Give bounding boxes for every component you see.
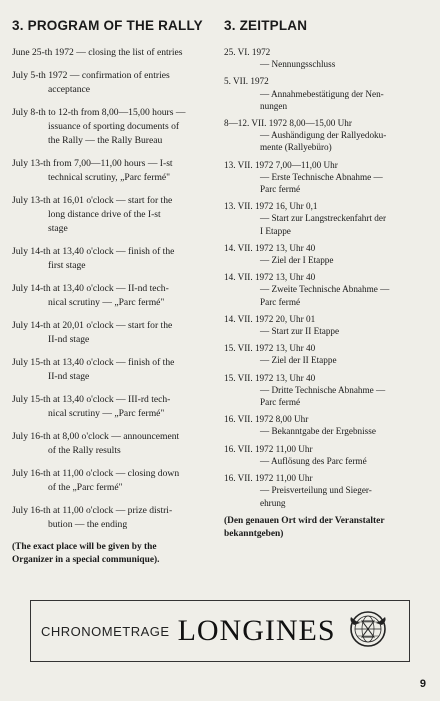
german-heading: 3. ZEITPLAN [224,18,308,33]
german-schedule-entry [224,117,430,154]
english-schedule-entry [12,194,214,236]
english-entry-line: nical scrutiny — „Parc fermé" [48,297,165,308]
english-entry-line: July 13-th at 16,01 o'clock — start for the [12,195,173,206]
english-schedule-entry [12,69,214,97]
german-note-line-1: (Den genauen Ort wird der Veranstalter [224,515,385,526]
english-schedule-entry [12,245,214,273]
winged-hourglass-globe-icon [348,609,388,654]
german-entry-text: Parc fermé [260,296,301,307]
german-entry-text: — Start zur II Etappe [260,326,340,337]
english-entry-line: July 5-th 1972 — confirmation of entries [12,70,170,81]
german-entry-text: — Dritte Technische Abnahme — [260,384,386,395]
longines-advert [30,600,410,662]
german-entry-text: — Annahmebestätigung der Nen- [260,88,384,99]
german-schedule-entry [224,159,430,196]
english-schedule-entry [12,282,214,310]
chronometrage-label: CHRONOMETRAGE [41,623,170,639]
german-entry-text: nungen [260,100,288,111]
german-entry-text: — Ziel der I Etappe [260,255,334,266]
english-entry-list [12,46,214,532]
german-entry-text: — Erste Technische Abnahme — [260,171,383,182]
german-entry-date: 14. VII. 1972 20, Uhr 01 [224,313,316,324]
german-entry-date: 14. VII. 1972 13, Uhr 40 [224,272,316,283]
english-note-line-1: (The exact place will be given by the [12,542,157,552]
english-program-column [12,18,214,567]
english-schedule-entry [12,46,214,60]
english-entry-line: stage [48,223,68,234]
english-schedule-entry [12,356,214,384]
german-schedule-entry [224,271,430,308]
german-entry-list [224,46,430,509]
german-entry-date: 16. VII. 1972 11,00 Uhr [224,443,313,454]
german-entry-text: — Preisverteilung und Sieger- [260,485,372,496]
german-entry-date: 15. VII. 1972 13, Uhr 40 [224,372,316,383]
german-schedule-entry [224,242,430,266]
german-entry-text: mente (Rallyebüro) [260,142,332,153]
english-entry-line: July 16-th at 11,00 o'clock — prize distri- [12,505,173,516]
german-entry-date: 16. VII. 1972 8,00 Uhr [224,414,309,425]
english-schedule-entry [12,504,214,532]
english-entry-line: nical scrutiny — „Parc fermé" [48,408,165,419]
german-schedule-entry [224,46,430,70]
german-entry-text: — Aushändigung der Rallyedoku- [260,130,387,141]
german-entry-text: ehrung [260,497,286,508]
german-schedule-entry [224,372,430,409]
english-entry-line: technical scrutiny, „Parc fermé" [48,172,171,183]
english-schedule-entry [12,157,214,185]
german-entry-text: Parc fermé [260,397,301,408]
page-number: 9 [419,678,426,690]
german-entry-text: — Start zur Langstreckenfahrt der [260,213,387,224]
english-entry-line: July 15-th at 13,40 o'clock — finish of the [12,357,175,368]
english-note-line-2: Organizer in a special communique). [12,555,160,565]
english-entry-line: July 16-th at 8,00 o'clock — announcement [12,431,180,442]
german-schedule-entry [224,200,430,237]
german-entry-text: Parc fermé [260,184,301,195]
english-entry-line: July 16-th at 11,00 o'clock — closing down [12,468,180,479]
english-schedule-entry [12,106,214,148]
german-zeitplan-column [224,18,430,541]
german-schedule-entry [224,443,430,467]
english-schedule-entry [12,319,214,347]
english-schedule-entry [12,430,214,458]
english-entry-line: the Rally — the Rally Bureau [48,135,163,146]
english-entry-line: June 25-th 1972 — closing the list of entries [12,47,183,58]
english-entry-line: first stage [48,260,86,271]
german-entry-text: I Etappe [260,225,291,236]
german-schedule-entry [224,75,430,112]
german-entry-date: 5. VII. 1972 [224,76,269,87]
german-entry-text: — Auflösung des Parc fermé [260,455,367,466]
english-entry-line: bution — the ending [48,519,128,530]
german-entry-date: 15. VII. 1972 13, Uhr 40 [224,343,316,354]
english-entry-line: July 15-th at 13,40 o'clock — III-rd tech- [12,394,171,405]
german-schedule-entry [224,313,430,337]
german-entry-text: — Nennungsschluss [260,59,336,70]
german-entry-text: — Ziel der II Etappe [260,355,337,366]
english-entry-line: July 13-th from 7,00—11,00 hours — I-st [12,158,173,169]
german-schedule-entry [224,472,430,509]
longines-wordmark: LONGINES [177,614,336,647]
english-note [12,541,214,567]
english-entry-line: July 14-th at 13,40 o'clock — II-nd tech- [12,283,169,294]
english-heading: 3. PROGRAM OF THE RALLY [12,18,203,33]
german-entry-date: 14. VII. 1972 13, Uhr 40 [224,242,316,253]
german-entry-text: — Bekanntgabe der Ergebnisse [260,426,376,437]
german-entry-date: 13. VII. 1972 7,00—11,00 Uhr [224,159,338,170]
german-entry-text: — Zweite Technische Abnahme — [260,284,390,295]
german-entry-date: 16. VII. 1972 11,00 Uhr [224,473,313,484]
english-entry-line: II-nd stage [48,334,90,345]
german-entry-date: 25. VI. 1972 [224,47,271,57]
english-entry-line: long distance drive of the I-st [48,209,161,220]
english-schedule-entry [12,467,214,495]
english-entry-line: of the Rally results [48,445,121,456]
english-entry-line: July 14-th at 13,40 o'clock — finish of the [12,246,175,257]
english-schedule-entry [12,393,214,421]
english-entry-line: acceptance [48,84,91,95]
german-note [224,515,430,541]
german-schedule-entry [224,413,430,437]
english-entry-line: July 14-th at 20,01 o'clock — start for the [12,320,173,331]
german-entry-date: 8—12. VII. 1972 8,00—15,00 Uhr [224,118,352,129]
english-entry-line: of the „Parc fermé" [48,482,123,493]
english-entry-line: issuance of sporting documents of [48,121,180,132]
german-entry-date: 13. VII. 1972 16, Uhr 0,1 [224,201,318,212]
english-entry-line: II-nd stage [48,371,90,382]
german-note-line-2: bekanntgeben) [224,528,284,539]
german-schedule-entry [224,342,430,366]
english-entry-line: July 8-th to 12-th from 8,00—15,00 hours — [12,107,186,118]
